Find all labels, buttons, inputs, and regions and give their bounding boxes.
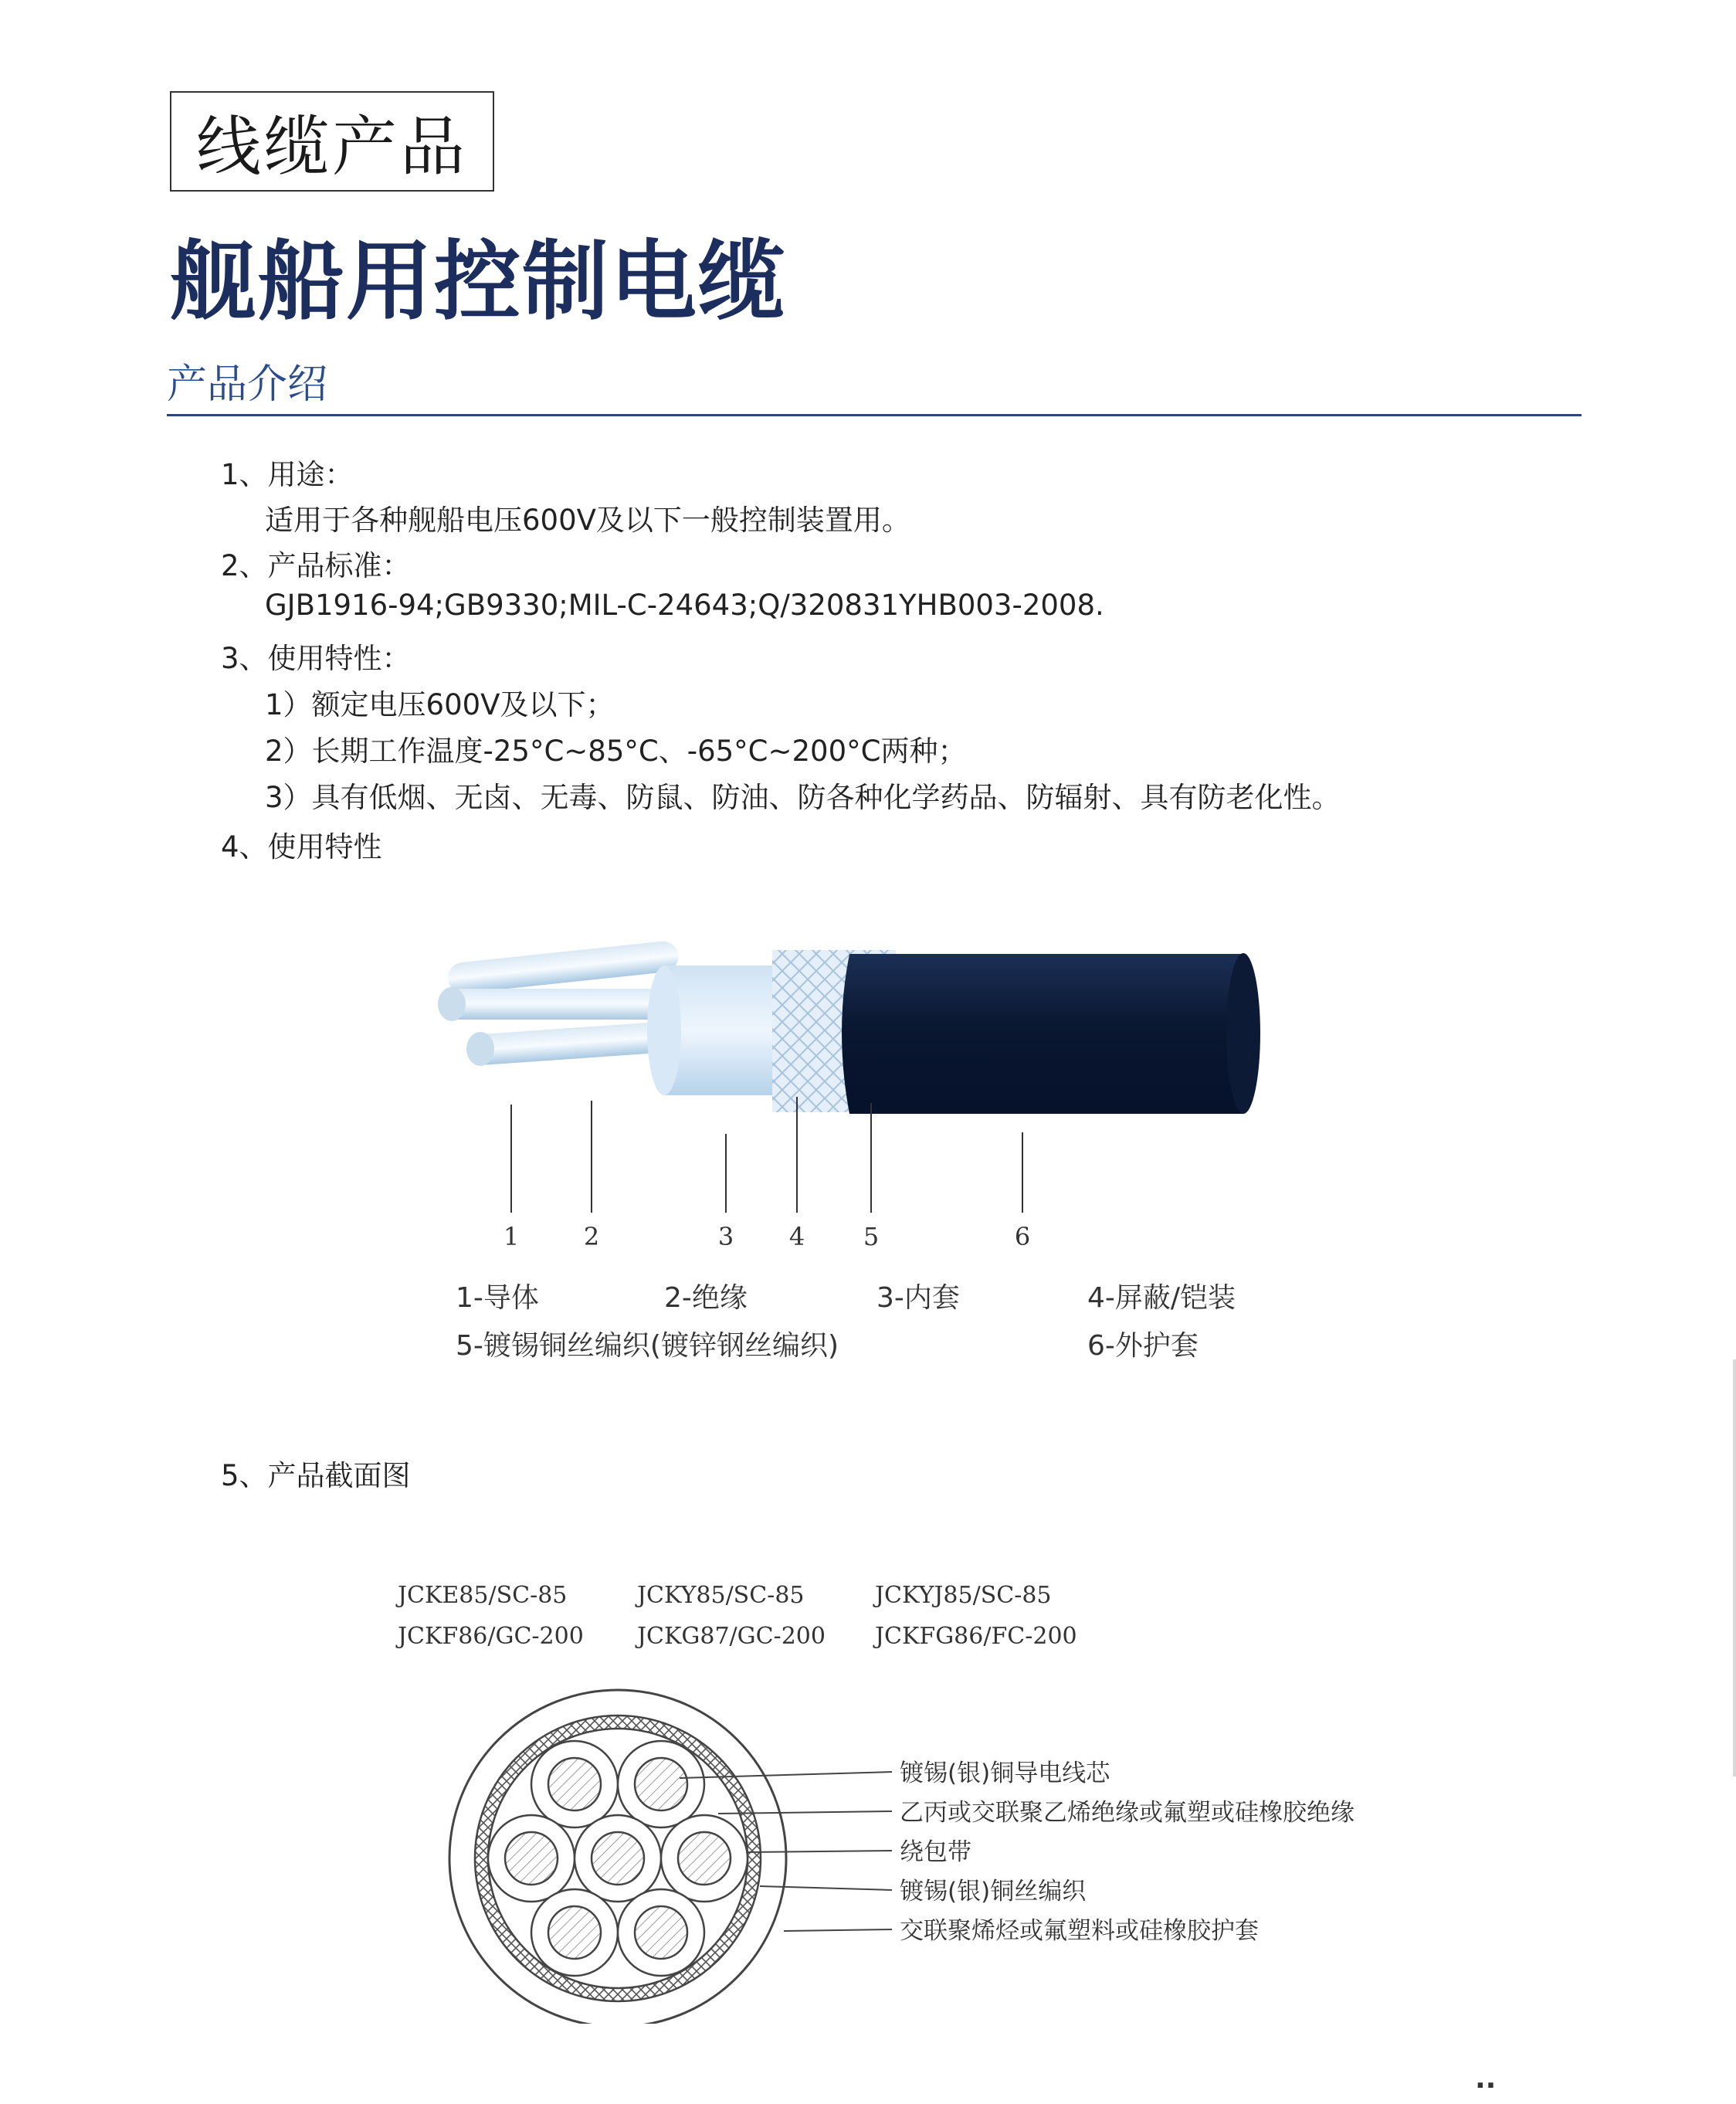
model-6: JCKFG86/FC-200 [875,1623,1077,1650]
model-1: JCKE85/SC-85 [398,1582,568,1609]
label-conductor: 镀锡(银)铜导电线芯 [900,1760,1110,1787]
category-label: 线缆产品 [170,91,494,192]
page-mark: ·· [1475,2070,1497,2102]
callout-4: 4 [788,1222,805,1251]
callout-6: 6 [1014,1222,1031,1251]
legend-outer-sheath: 6-外护套 [1087,1330,1199,1362]
cross-section-figure [386,1568,1421,2024]
item-standard-heading: 2、产品标准： [221,549,411,582]
callout-2: 2 [583,1222,600,1251]
label-wrap-tape: 绕包带 [900,1838,971,1866]
feature-2: 2）长期工作温度-25°C~85°C、-65°C~200°C两种； [265,735,967,768]
page-edge [1733,1359,1736,1777]
legend-shield: 4-屏蔽/铠装 [1087,1282,1236,1314]
model-3: JCKYJ85/SC-85 [875,1582,1052,1609]
legend-insulation: 2-绝缘 [664,1282,748,1314]
section-divider [167,414,1582,416]
item-cross-section-heading: 5、产品截面图 [221,1459,411,1492]
label-insulation: 乙丙或交联聚乙烯绝缘或氟塑或硅橡胶绝缘 [900,1799,1355,1827]
model-4: JCKF86/GC-200 [398,1623,584,1650]
section-heading: 产品介绍 [167,361,328,408]
model-2: JCKY85/SC-85 [637,1582,805,1609]
label-sheath: 交联聚烯烃或氟塑料或硅橡胶护套 [900,1917,1259,1945]
label-braid: 镀锡(银)铜丝编织 [900,1878,1087,1905]
cable-structure-figure [417,911,1290,1375]
item-standard-text: GJB1916-94;GB9330;MIL-C-24643;Q/320831YHB003-2008. [265,589,1104,622]
item-features-heading: 3、使用特性： [221,642,411,675]
callout-1: 1 [503,1222,520,1251]
item-usage-heading: 1、用途： [221,458,354,491]
cross-section-drawing [449,1690,786,2024]
leader-lines [511,1097,1022,1213]
model-5: JCKG87/GC-200 [637,1623,826,1650]
callout-5: 5 [863,1222,880,1251]
item-structure-heading: 4、使用特性 [221,830,382,864]
callout-3: 3 [717,1222,734,1251]
legend-conductor: 1-导体 [456,1282,539,1314]
page-title: 舰船用控制电缆 [170,232,786,332]
feature-1: 1）额定电压600V及以下； [265,688,615,721]
outer-sheath [842,954,1255,1114]
feature-3: 3）具有低烟、无卤、无毒、防鼠、防油、防各种化学药品、防辐射、具有防老化性。 [265,781,1341,814]
legend-inner-sheath: 3-内套 [876,1282,960,1314]
legend-braid: 5-镀锡铜丝编织(镀锌钢丝编织) [456,1330,839,1362]
item-usage-text: 适用于各种舰船电压600V及以下一般控制装置用。 [265,504,910,537]
